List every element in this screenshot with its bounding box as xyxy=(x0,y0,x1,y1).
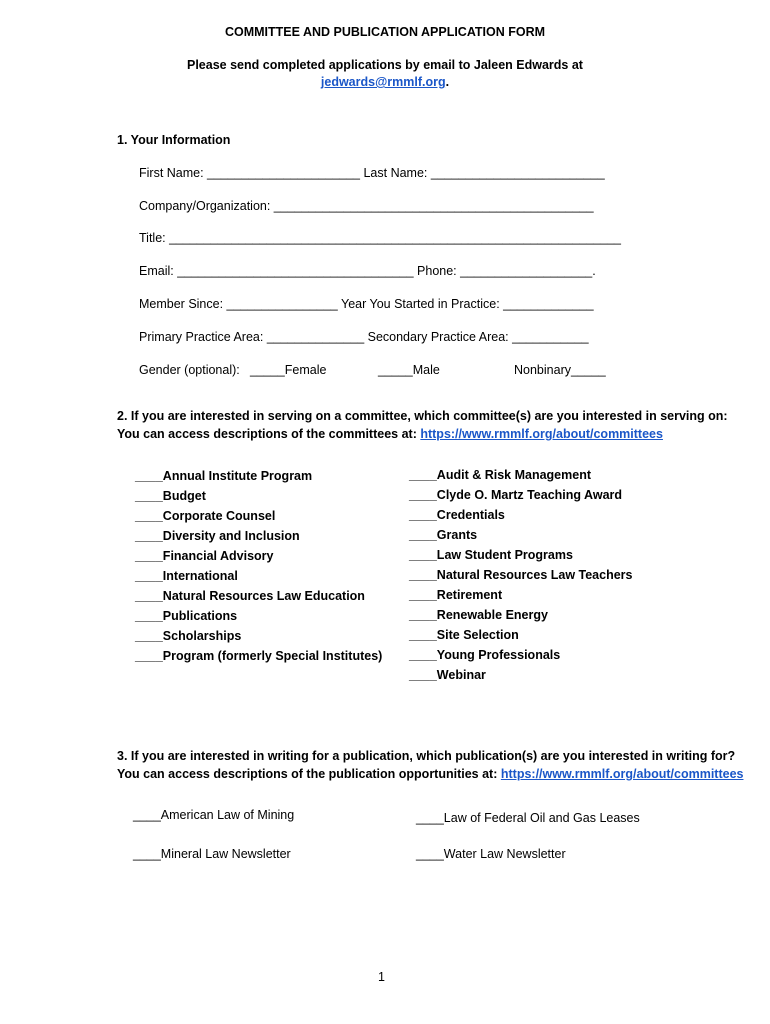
committee-option[interactable]: ____Diversity and Inclusion xyxy=(135,529,300,543)
committee-list-left xyxy=(135,466,382,666)
committee-option[interactable]: ____Corporate Counsel xyxy=(135,509,276,523)
email-phone-field-line[interactable]: Email: __________________________________ Phone: ___________________. xyxy=(139,264,596,278)
committee-option[interactable]: ____Scholarships xyxy=(135,629,242,643)
section3-access-text: You can access descriptions of the publication opportunities at: xyxy=(117,767,501,781)
committee-option[interactable]: ____Annual Institute Program xyxy=(135,469,313,483)
committee-option[interactable]: ____Renewable Energy xyxy=(409,608,548,622)
committee-option[interactable]: ____Natural Resources Law Teachers xyxy=(409,568,633,582)
committee-option[interactable]: ____Site Selection xyxy=(409,628,519,642)
gender-label: Gender (optional): xyxy=(139,363,240,377)
form-title: COMMITTEE AND PUBLICATION APPLICATION FORM xyxy=(224,25,546,39)
committee-option[interactable]: ____Program (formerly Special Institutes) xyxy=(135,649,383,663)
publication-option[interactable]: ____Mineral Law Newsletter xyxy=(133,847,291,861)
section3-heading: 3. If you are interested in writing for a publication, which publication(s) are you interested in writing for? xyxy=(117,749,736,763)
publications-link[interactable]: https://www.rmmlf.org/about/committees xyxy=(500,767,744,781)
email-suffix: . xyxy=(445,75,450,89)
committee-option[interactable]: ____Webinar xyxy=(409,668,486,682)
publication-option[interactable]: ____American Law of Mining xyxy=(133,808,295,822)
section3-access-line xyxy=(117,767,743,781)
committee-option[interactable]: ____Grants xyxy=(409,528,478,542)
gender-nonbinary-option[interactable]: Nonbinary_____ xyxy=(514,363,606,377)
section2-access-line xyxy=(117,427,663,441)
member-since-field-line[interactable]: Member Since: ________________ Year You Started in Practice: _____________ xyxy=(139,297,594,311)
name-field-line[interactable]: First Name: ______________________ Last Name: _________________________ xyxy=(139,166,605,180)
instruction-text: Please send completed applications by email to Jaleen Edwards at xyxy=(187,58,583,72)
publication-option[interactable]: ____Water Law Newsletter xyxy=(416,847,566,861)
committee-option[interactable]: ____Financial Advisory xyxy=(135,549,274,563)
email-line xyxy=(0,75,770,89)
section2-heading: 2. If you are interested in serving on a committee, which committee(s) are you interested in serving on: xyxy=(117,409,728,423)
section2-access-text: You can access descriptions of the committees at: xyxy=(117,427,421,441)
committee-option[interactable]: ____Publications xyxy=(135,609,238,623)
committee-option[interactable]: ____Clyde O. Martz Teaching Award xyxy=(409,488,623,502)
committees-link[interactable]: https://www.rmmlf.org/about/committees xyxy=(420,427,663,441)
committee-option[interactable]: ____Budget xyxy=(135,489,206,503)
gender-male-option[interactable]: _____Male xyxy=(378,363,440,377)
practice-area-field-line[interactable]: Primary Practice Area: ______________ Secondary Practice Area: ___________ xyxy=(139,330,589,344)
email-link[interactable]: jedwards@rmmlf.org xyxy=(320,75,446,89)
committee-option[interactable]: ____Natural Resources Law Education xyxy=(135,589,365,603)
committee-option[interactable]: ____Credentials xyxy=(409,508,505,522)
committee-option[interactable]: ____Retirement xyxy=(409,588,503,602)
section1-heading: 1. Your Information xyxy=(117,133,231,147)
publication-option[interactable]: ____Law of Federal Oil and Gas Leases xyxy=(416,811,640,825)
committee-option[interactable]: ____International xyxy=(135,569,238,583)
company-field-line[interactable]: Company/Organization: ______________________________________________ xyxy=(139,199,594,213)
committee-list-right xyxy=(409,465,633,685)
gender-female-option[interactable]: _____Female xyxy=(250,363,327,377)
title-field-line[interactable]: Title: _________________________________________________________________ xyxy=(139,231,621,245)
page-number: 1 xyxy=(378,970,385,984)
committee-option[interactable]: ____Young Professionals xyxy=(409,648,561,662)
committee-option[interactable]: ____Law Student Programs xyxy=(409,548,573,562)
committee-option[interactable]: ____Audit & Risk Management xyxy=(409,468,591,482)
